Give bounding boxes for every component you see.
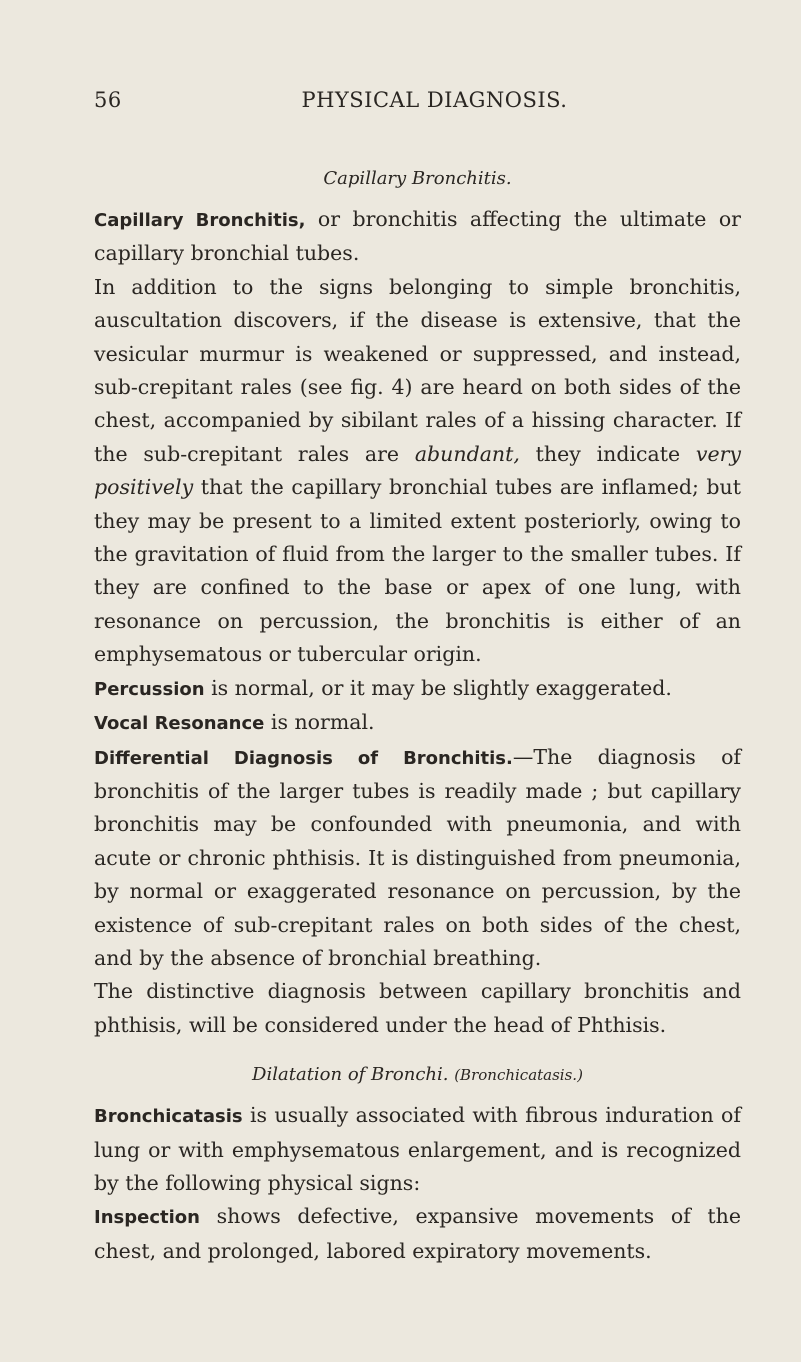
- term-capillary-bronchitis: Capillary Bronchitis,: [94, 210, 306, 231]
- paragraph-distinctive-diagnosis: The distinctive diagnosis between capillary bronchitis and phthisis, will be considered under the head of Phthisis.: [94, 979, 741, 1037]
- term-inspection: Inspection: [94, 1207, 200, 1229]
- section-heading-dilatation: [94, 1064, 741, 1085]
- paragraph-text: shows defective, expansive movements of the chest, and prolonged, labored expiratory movements.: [94, 1204, 741, 1263]
- paragraph-bronchicatasis: [94, 1099, 741, 1200]
- term-percussion: Percussion: [94, 678, 205, 700]
- paragraph-text: is normal.: [264, 710, 375, 735]
- paragraph-auscultation: [94, 271, 741, 672]
- term-bronchicatasis: Bronchicatasis: [94, 1106, 243, 1128]
- running-title: PHYSICAL DIAGNOSIS.: [301, 88, 568, 112]
- section-heading-capillary-bronchitis: Capillary Bronchitis.: [323, 168, 512, 189]
- paragraph-text: is normal, or it may be slightly exaggerated.: [204, 675, 672, 700]
- paragraph-text: or bronchitis affecting the ultimate or capillary bronchial tubes.: [94, 207, 741, 266]
- emphasis-very-positively: very positively: [94, 441, 741, 500]
- paragraph-differential-diagnosis: [94, 741, 741, 976]
- paragraph-inspection: [94, 1200, 741, 1268]
- emphasis-abundant: abundant,: [414, 441, 520, 466]
- paragraph-text: —The diagnosis of bronchitis of the larger tubes is readily made ; but capillary bronchitis may be confounded with pneumonia, and with acute or chronic phthisis. It is distinguished from pneumonia, by normal or exaggerated resonance on percussion, by the existence of sub-crepitant rales on both sides of the chest, and by the absence of bronchial breathing.: [94, 744, 741, 970]
- term-vocal-resonance: Vocal Resonance: [94, 713, 265, 735]
- paragraph-text: they indicate: [519, 441, 696, 466]
- paragraph-text: that the capillary bronchial tubes are inflamed; but they may be present to a limited extent posteriorly, owing to the gravitation of fluid from the larger to the smaller tubes. If they are confined to the base or apex of one lung, with resonance on percussion, the bronchitis is either of an emphysematous or tubercular origin.: [94, 475, 741, 667]
- term-differential-diagnosis: Differential Diagnosis of Bronchitis.: [94, 747, 513, 769]
- paragraph-text: In addition to the signs belonging to simple bronchitis, auscultation discovers, if the disease is extensive, that the vesicular murmur is weakened or suppressed, and instead, sub-crepitant rales (see fig. 4) are heard on both sides of the chest, accompanied by sibilant rales of a hissing character. If the sub-crepitant rales are: [94, 274, 741, 466]
- paragraph-percussion: [94, 672, 741, 706]
- heading-parenthetical: (Bronchicatasis.): [454, 1066, 583, 1085]
- page-content: [94, 168, 741, 1268]
- heading-text: Dilatation of Bronchi.: [252, 1064, 449, 1086]
- running-head: [94, 88, 735, 112]
- page-number: 56: [94, 88, 122, 112]
- paragraph-text: is usually associated with fibrous induration of lung or with emphysematous enlargement, and is recognized by the following physical signs:: [94, 1103, 741, 1195]
- paragraph-capillary-definition: [94, 203, 741, 271]
- paragraph-vocal-resonance: [94, 706, 741, 740]
